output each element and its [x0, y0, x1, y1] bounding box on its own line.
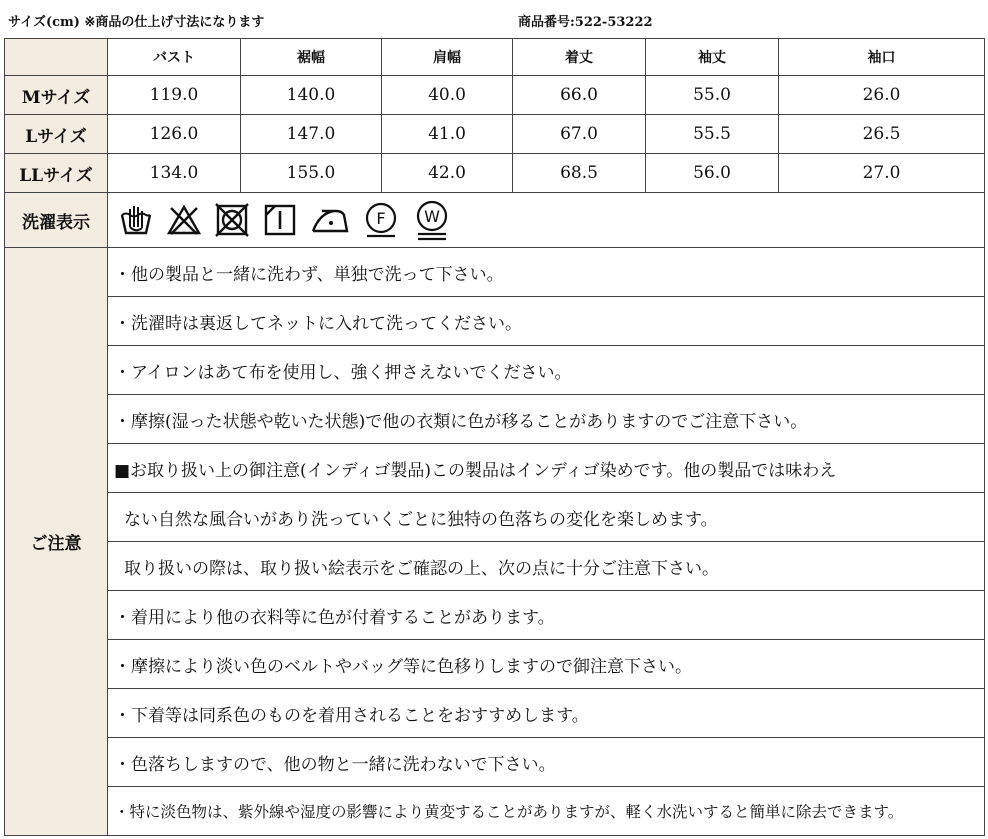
size-cell: 126.0 [108, 115, 241, 154]
note-item: ない自然な風合いがあり洗っていくごとに独特の色落ちの変化を楽しめます。 [108, 493, 985, 542]
note-row [5, 493, 985, 542]
note-row [5, 542, 985, 591]
size-cell: 55.5 [646, 115, 779, 154]
column-header: 裾幅 [241, 39, 382, 76]
shade-line-dry-icon [262, 203, 298, 237]
dry-clean-f-icon [362, 201, 400, 239]
size-row-label: Lサイズ [5, 115, 108, 154]
note-item: ・摩擦により淡い色のベルトやバッグ等に色移りしますので御注意下さい。 [108, 640, 985, 689]
size-caption: サイズ(cm) ※商品の仕上げ寸法になります [8, 15, 265, 30]
size-cell: 140.0 [241, 76, 382, 115]
note-row [5, 640, 985, 689]
wet-clean-w-icon [412, 199, 452, 241]
size-care-table [4, 38, 985, 836]
dry-clean-letter: F [376, 209, 386, 228]
size-cell: 119.0 [108, 76, 241, 115]
size-cell: 26.5 [779, 115, 985, 154]
note-row [5, 346, 985, 395]
note-item: ・アイロンはあて布を使用し、強く押さえないでください。 [108, 346, 985, 395]
note-row [5, 395, 985, 444]
notes-label: ご注意 [5, 248, 108, 836]
hand-wash-icon [118, 203, 154, 237]
wash-icons-cell [108, 193, 985, 248]
corner-cell [5, 39, 108, 76]
note-row [5, 689, 985, 738]
note-item: ・着用により他の衣料等に色が付着することがあります。 [108, 591, 985, 640]
size-row-label: LLサイズ [5, 154, 108, 193]
note-row [5, 787, 985, 836]
note-item: ・下着等は同系色のものを着用されることをおすすめします。 [108, 689, 985, 738]
wash-row [5, 193, 985, 248]
size-row-m [5, 76, 985, 115]
column-header: 着丈 [513, 39, 646, 76]
size-cell: 56.0 [646, 154, 779, 193]
size-cell: 134.0 [108, 154, 241, 193]
column-header: バスト [108, 39, 241, 76]
wash-icons [108, 193, 984, 247]
column-header-row [5, 39, 985, 76]
size-cell: 68.5 [513, 154, 646, 193]
note-row [5, 297, 985, 346]
size-cell: 155.0 [241, 154, 382, 193]
note-row [5, 248, 985, 297]
wash-label: 洗濯表示 [5, 193, 108, 248]
column-header: 袖丈 [646, 39, 779, 76]
no-tumble-dry-icon [214, 203, 250, 237]
note-item: ・洗濯時は裏返してネットに入れて洗ってください。 [108, 297, 985, 346]
size-cell: 55.0 [646, 76, 779, 115]
note-item: ・特に淡色物は、紫外線や湿度の影響により黄変することがありますが、軽く水洗いすると簡単に除去できます。 [108, 787, 985, 836]
sheet-header [0, 0, 988, 38]
low-iron-icon [310, 203, 350, 237]
size-row-label: Mサイズ [5, 76, 108, 115]
note-row [5, 738, 985, 787]
size-cell: 67.0 [513, 115, 646, 154]
product-number: 商品番号:522-53222 [518, 15, 653, 30]
note-item: ・色落ちしますので、他の物と一緒に洗わないで下さい。 [108, 738, 985, 787]
note-item: ・他の製品と一緒に洗わず、単独で洗って下さい。 [108, 248, 985, 297]
column-header: 肩幅 [382, 39, 513, 76]
size-row-ll [5, 154, 985, 193]
size-row-l [5, 115, 985, 154]
note-row [5, 591, 985, 640]
size-cell: 147.0 [241, 115, 382, 154]
no-bleach-icon [166, 203, 202, 237]
note-item: 取り扱いの際は、取り扱い絵表示をご確認の上、次の点に十分ご注意下さい。 [108, 542, 985, 591]
size-cell: 42.0 [382, 154, 513, 193]
column-header: 袖口 [779, 39, 985, 76]
size-cell: 40.0 [382, 76, 513, 115]
note-item: ■お取り扱い上の御注意(インディゴ製品)この製品はインディゴ染めです。他の製品では味わえ [108, 444, 985, 493]
wet-clean-letter: W [424, 207, 440, 226]
size-cell: 26.0 [779, 76, 985, 115]
size-cell: 41.0 [382, 115, 513, 154]
note-row [5, 444, 985, 493]
size-cell: 66.0 [513, 76, 646, 115]
size-cell: 27.0 [779, 154, 985, 193]
note-item: ・摩擦(湿った状態や乾いた状態)で他の衣類に色が移ることがありますのでご注意下さい。 [108, 395, 985, 444]
